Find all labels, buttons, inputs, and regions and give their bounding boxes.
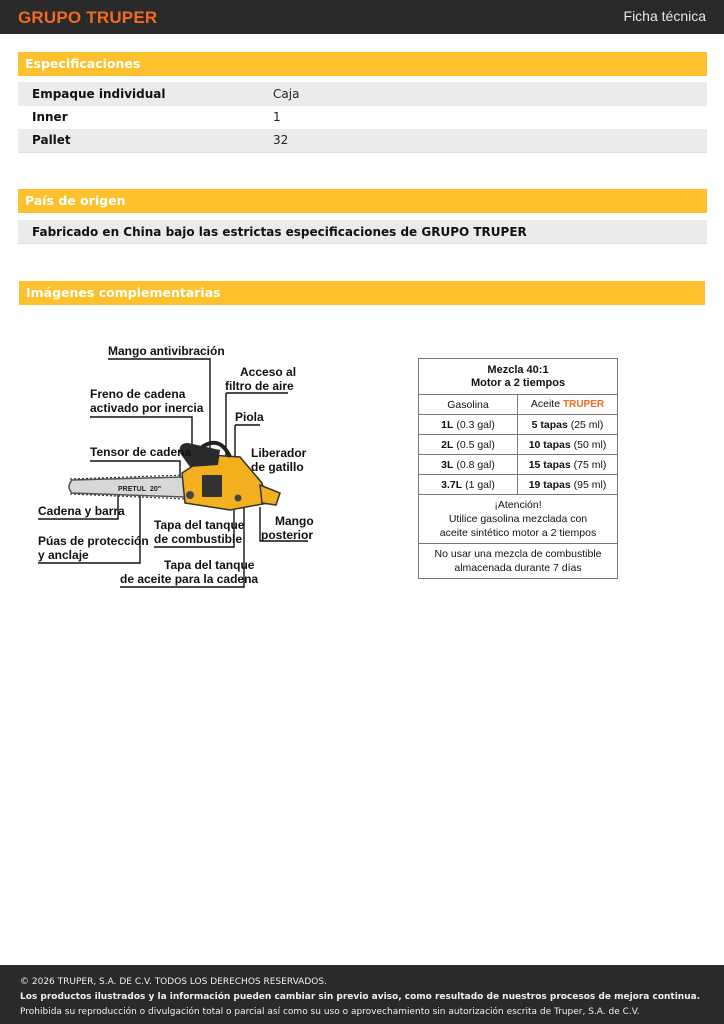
fuel-mix-table — [418, 358, 618, 579]
warning-title: ¡Atención! — [494, 499, 542, 511]
oil-cell — [518, 475, 617, 495]
gas-amount-gal: (0.5 gal) — [456, 438, 495, 451]
chainsaw-diagram — [30, 335, 330, 600]
label-piola: Piola — [235, 410, 264, 424]
label-puas-1: Púas de protección — [38, 534, 149, 548]
oil-cell — [518, 415, 617, 435]
spec-key: Inner — [32, 110, 68, 125]
warning-line: Utilice gasolina mezclada con — [448, 513, 588, 525]
gas-cell — [419, 435, 518, 455]
label-tapa-aceite-2: de aceite para la cadena — [120, 572, 259, 586]
section-title-specs: Especificaciones — [18, 52, 707, 76]
spec-key: Pallet — [32, 133, 71, 148]
spec-value: 32 — [273, 133, 289, 148]
mix-title-1: Mezcla 40:1 — [487, 364, 549, 376]
label-acceso-filtro-1: Acceso al — [240, 365, 297, 379]
label-tapa-comb-1: Tapa del tanque — [154, 518, 245, 532]
gas-amount-gal: (0.8 gal) — [456, 458, 495, 471]
label-freno-2: activado por inercia — [90, 401, 204, 415]
footer-legal: Prohibida su reproducción o divulgación total o parcial así como su uso o aprovechamiento sin autorización escrita de Truper, S.A. de C.V. — [20, 1007, 640, 1017]
bar-size-label: 20" — [150, 486, 162, 493]
oil-cell — [518, 455, 617, 475]
gas-cell — [419, 475, 518, 495]
oil-amount-ml: (95 ml) — [573, 478, 607, 491]
spec-value: Caja — [273, 86, 300, 101]
bar-brand-label: PRETUL — [118, 486, 146, 493]
label-mango-antivibracion: Mango antivibración — [108, 344, 225, 358]
gas-amount-gal: (0.3 gal) — [456, 418, 495, 431]
gas-amount: 1L — [441, 418, 454, 431]
mix-storage-note — [419, 544, 617, 578]
mix-warning — [419, 495, 617, 544]
label-liberador-1: Liberador — [251, 446, 307, 460]
gas-cell — [419, 455, 518, 475]
note-line: almacenada durante 7 días — [454, 562, 582, 574]
section-title-origin: País de origen — [18, 189, 707, 213]
label-freno-1: Freno de cadena — [90, 387, 186, 401]
label-tensor: Tensor de cadena — [90, 445, 192, 459]
gas-amount: 3L — [441, 458, 454, 471]
label-liberador-2: de gatillo — [251, 460, 304, 474]
spec-value: 1 — [273, 110, 281, 125]
top-bar — [0, 0, 724, 34]
table-row — [419, 415, 617, 435]
truper-logo-mini: TRUPER — [562, 399, 605, 410]
footer-disclaimer: Los productos ilustrados y la información pueden cambiar sin previo aviso, como resultado de nuestros procesos de mejora continua. — [20, 992, 701, 1002]
oil-amount: 5 tapas — [531, 418, 568, 431]
gas-cell — [419, 415, 518, 435]
gas-amount-gal: (1 gal) — [465, 478, 495, 491]
oil-amount-ml: (50 ml) — [573, 438, 607, 451]
label-tapa-aceite-1: Tapa del tanque — [164, 558, 255, 572]
specs-table — [18, 82, 707, 153]
mix-title-2: Motor a 2 tiempos — [470, 377, 566, 389]
col-aceite — [518, 394, 617, 415]
document-title: Ficha técnica — [623, 8, 706, 24]
label-tapa-comb-2: de combustible — [154, 532, 243, 546]
label-mango-post-1: Mango — [275, 514, 314, 528]
gas-amount: 3.7L — [441, 478, 463, 491]
oil-amount: 19 tapas — [528, 478, 571, 491]
table-row — [419, 395, 617, 415]
footer — [0, 965, 724, 1024]
col-gasolina: Gasolina — [419, 395, 518, 415]
table-row — [18, 106, 707, 130]
label-mango-post-2: posterior — [261, 528, 314, 542]
footer-copyright: © 2026 TRUPER, S.A. DE C.V. TODOS LOS DERECHOS RESERVADOS. — [20, 977, 327, 987]
oil-amount: 15 tapas — [528, 458, 571, 471]
gas-amount: 2L — [441, 438, 454, 451]
label-cadena-barra: Cadena y barra — [38, 504, 125, 518]
brand-logo: GRUPO TRUPER — [18, 8, 158, 27]
oil-amount-ml: (25 ml) — [570, 418, 604, 431]
col-aceite-label: Aceite — [530, 398, 561, 410]
label-puas-2: y anclaje — [38, 548, 89, 562]
section-title-images: Imágenes complementarias — [19, 281, 705, 305]
label-acceso-filtro-2: filtro de aire — [225, 379, 294, 393]
table-row — [18, 82, 707, 106]
table-row — [419, 435, 617, 455]
table-row — [419, 475, 617, 495]
mix-table-header — [419, 359, 617, 395]
table-row — [18, 129, 707, 153]
chainsaw-bar — [69, 475, 186, 499]
oil-amount-ml: (75 ml) — [573, 458, 607, 471]
spec-key: Empaque individual — [32, 86, 166, 101]
note-line: No usar una mezcla de combustible — [434, 548, 602, 560]
oil-cell — [518, 435, 617, 455]
oil-amount: 10 tapas — [528, 438, 571, 451]
warning-line: aceite sintético motor a 2 tiempos — [439, 527, 597, 539]
table-row — [419, 455, 617, 475]
origin-text: Fabricado en China bajo las estrictas especificaciones de GRUPO TRUPER — [18, 220, 707, 244]
